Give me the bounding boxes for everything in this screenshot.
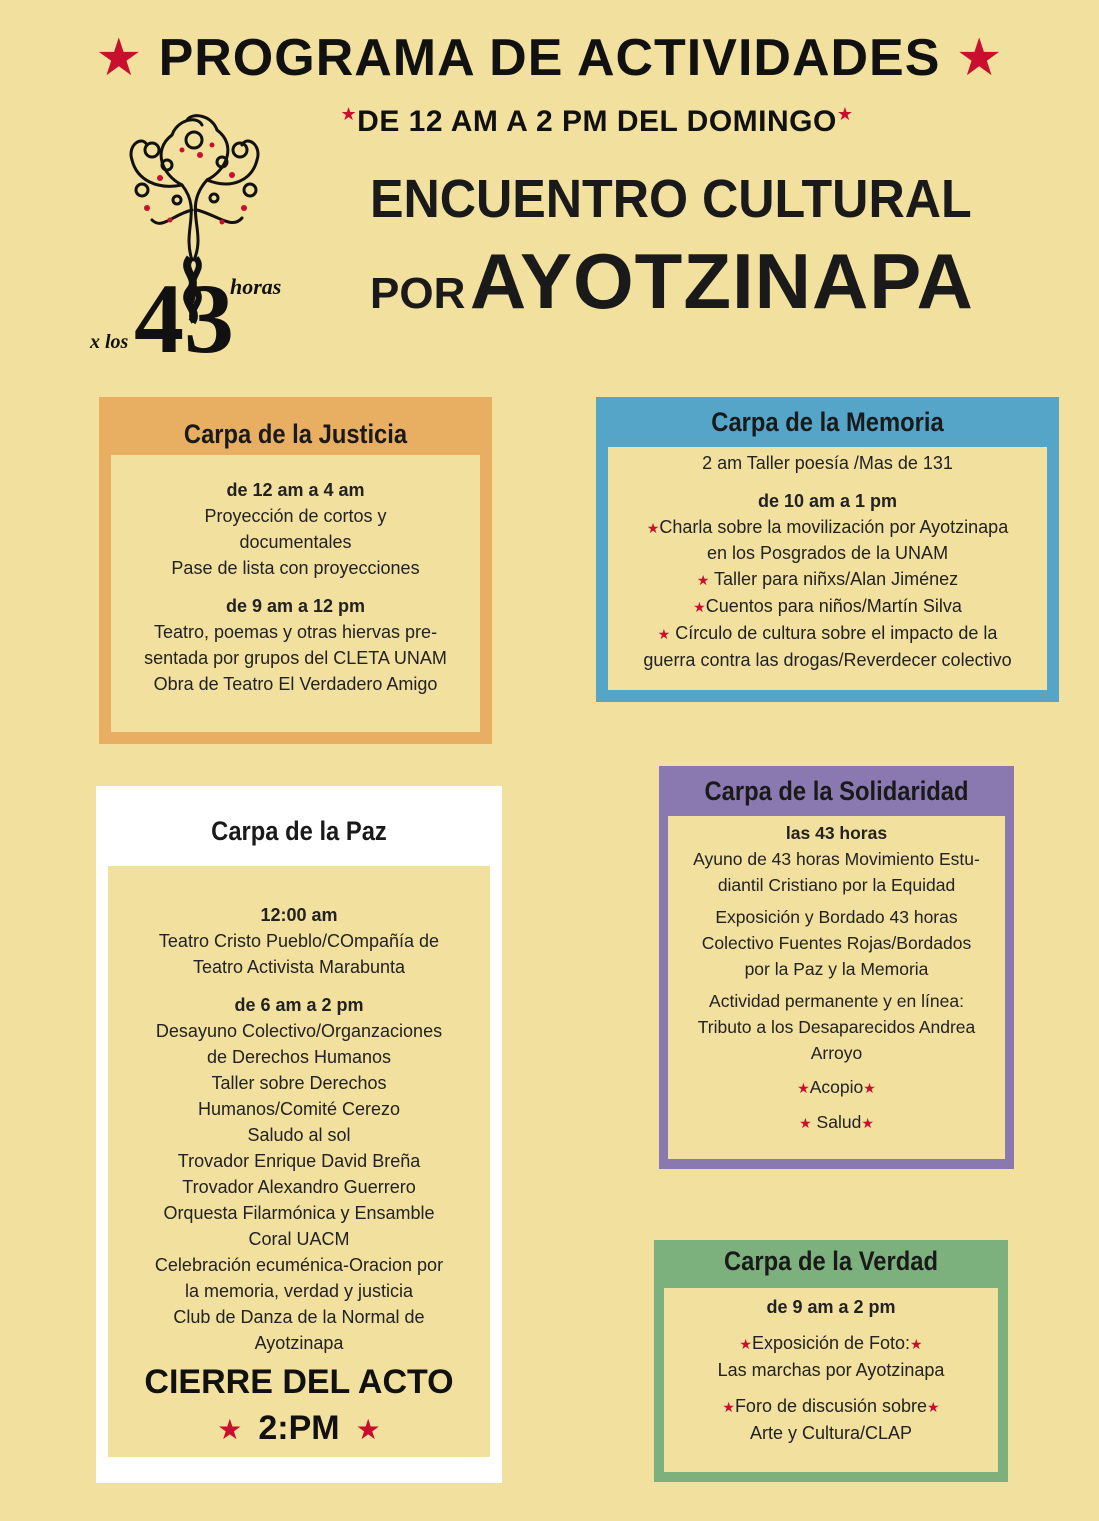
star-icon: ★ <box>340 104 358 124</box>
star-icon: ★ <box>739 1336 752 1352</box>
activity-text: por la Paz y la Memoria <box>744 959 929 979</box>
tree-logo <box>82 90 322 370</box>
activity-text: 2 am Taller poesía /Mas de 131 <box>702 453 953 473</box>
activity-text: Desayuno Colectivo/Organzaciones <box>155 1021 443 1041</box>
star-icon: ★ <box>722 1399 735 1415</box>
activity-item: ★ Taller para niñxs/Alan Jiménez <box>696 569 959 590</box>
star-icon: ★ <box>355 1414 381 1445</box>
star-icon: ★ <box>657 625 671 642</box>
activity-text: Tributo a los Desaparecidos Andrea <box>697 1017 976 1037</box>
activity-text: Teatro Activista Marabunta <box>192 957 406 977</box>
carpa-paz-title: Carpa de la Paz <box>211 816 387 846</box>
closing-title: CIERRE DEL ACTO <box>144 1363 454 1401</box>
carpa-memoria-content <box>608 447 1047 690</box>
star-icon: ★ <box>217 1414 243 1445</box>
star-icon: ★ <box>646 519 660 536</box>
time-label: las 43 horas <box>785 823 888 843</box>
star-icon: ★ <box>910 1336 923 1352</box>
carpa-memoria <box>596 397 1059 702</box>
activity-item: ★Charla sobre la movilización por Ayotzinapa <box>646 516 1009 537</box>
activity-text: Arroyo <box>810 1043 863 1063</box>
event-por: POR <box>370 269 466 318</box>
activity-text: Teatro, poemas y otras hiervas pre- <box>153 622 438 642</box>
star-icon: ★ <box>863 1080 876 1096</box>
time-label: de 9 am a 2 pm <box>766 1297 896 1317</box>
time-label: 12:00 am <box>260 905 338 925</box>
activity-text: de Derechos Humanos <box>206 1047 392 1067</box>
star-icon: ★ <box>797 1080 810 1096</box>
activity-item: ★Cuentos para niños/Martín Silva <box>693 595 962 616</box>
time-label: de 9 am a 12 pm <box>225 596 366 616</box>
activity-text: Actividad permanente y en línea: <box>709 991 964 1011</box>
activity-text: Obra de Teatro El Verdadero Amigo <box>153 674 438 694</box>
activity-text: diantil Cristiano por la Equidad <box>717 875 956 895</box>
star-icon: ★ <box>696 572 710 589</box>
activity-text: Saludo al sol <box>247 1125 351 1145</box>
carpa-justicia <box>99 397 492 744</box>
activity-text: Trovador Enrique David Breña <box>177 1151 421 1171</box>
event-title-line2 <box>370 236 974 327</box>
logo-suffix: horas <box>230 274 282 299</box>
star-icon: ★ <box>927 1399 940 1415</box>
page-title <box>0 28 1099 88</box>
activity-item: ★Exposición de Foto:★ <box>739 1333 923 1353</box>
carpa-paz-content <box>108 866 490 1457</box>
activity-text: sentada por grupos del CLETA UNAM <box>144 648 447 668</box>
closing-time: 2:PM <box>258 1409 340 1447</box>
activity-text: Pase de lista con proyecciones <box>171 558 420 578</box>
activity-text: Coral UACM <box>248 1229 350 1249</box>
event-name: AYOTZINAPA <box>469 237 974 325</box>
activity-text: Las marchas por Ayotzinapa <box>717 1360 945 1380</box>
activity-text: Proyección de cortos y <box>204 506 387 526</box>
activity-text: la memoria, verdad y justicia <box>184 1281 414 1301</box>
activity-text: Arte y Cultura/CLAP <box>749 1423 913 1443</box>
time-label: de 12 am a 4 am <box>226 480 365 500</box>
subtitle-text: DE 12 AM A 2 PM DEL DOMINGO <box>357 105 837 138</box>
activity-item: ★Acopio★ <box>797 1077 876 1097</box>
carpa-verdad-title: Carpa de la Verdad <box>724 1246 938 1276</box>
activity-text: Exposición y Bordado 43 horas <box>715 907 958 927</box>
event-title-line1: ENCUENTRO CULTURAL <box>370 169 972 229</box>
carpa-memoria-title: Carpa de la Memoria <box>711 407 944 437</box>
carpa-solidaridad-content <box>668 816 1005 1159</box>
activity-text: Taller sobre Derechos <box>211 1073 387 1093</box>
activity-text: Celebración ecuménica-Oracion por <box>154 1255 444 1275</box>
carpa-verdad <box>654 1240 1008 1482</box>
activity-text: Colectivo Fuentes Rojas/Bordados <box>701 933 972 953</box>
time-label: de 10 am a 1 pm <box>757 490 898 511</box>
page-title-text: PROGRAMA DE ACTIVIDADES <box>158 29 941 87</box>
activity-text: Teatro Cristo Pueblo/COmpañía de <box>158 931 440 951</box>
star-icon: ★ <box>861 1115 874 1131</box>
activity-item: ★ Salud★ <box>799 1112 874 1132</box>
time-label: de 6 am a 2 pm <box>234 995 364 1015</box>
activity-text: documentales <box>239 532 352 552</box>
activity-text: Club de Danza de la Normal de <box>173 1307 425 1327</box>
carpa-paz <box>96 786 502 1483</box>
activity-text: Humanos/Comité Cerezo <box>197 1099 401 1119</box>
star-icon: ★ <box>95 29 144 87</box>
activity-item: ★Foro de discusión sobre★ <box>722 1396 940 1416</box>
activity-item: ★ Círculo de cultura sobre el impacto de la <box>657 622 998 643</box>
star-icon: ★ <box>693 598 706 615</box>
star-icon: ★ <box>836 104 854 124</box>
activity-text: Ayuno de 43 horas Movimiento Estu- <box>693 849 980 869</box>
carpa-solidaridad-title: Carpa de la Solidaridad <box>704 776 969 806</box>
star-icon: ★ <box>955 29 1004 87</box>
carpa-justicia-title: Carpa de la Justicia <box>183 419 408 449</box>
carpa-verdad-content <box>664 1288 998 1472</box>
closing-time-row <box>108 1408 490 1450</box>
activity-text: Orquesta Filarmónica y Ensamble <box>163 1203 435 1223</box>
logo-prefix: x los <box>90 331 129 353</box>
star-icon: ★ <box>799 1115 812 1131</box>
activity-text: Trovador Alexandro Guerrero <box>182 1177 416 1197</box>
activity-text: guerra contra las drogas/Reverdecer colectivo <box>643 649 1012 670</box>
carpa-solidaridad <box>659 766 1014 1169</box>
tree-icon <box>131 116 258 260</box>
logo-number: 43 <box>134 263 234 370</box>
activity-text: en los Posgrados de la UNAM <box>706 543 949 564</box>
carpa-justicia-content <box>111 455 480 732</box>
activity-text: Ayotzinapa <box>254 1333 344 1353</box>
